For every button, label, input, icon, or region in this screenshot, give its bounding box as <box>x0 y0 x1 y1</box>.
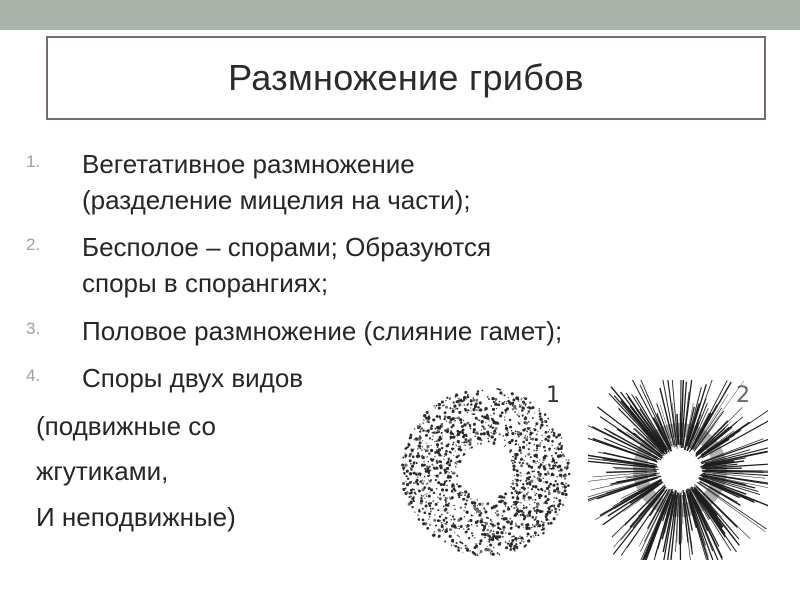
list-text-line: Бесполое – спорами; Образуются <box>82 232 492 262</box>
list-number: 1. <box>26 152 41 171</box>
list-text-line: Споры двух видов <box>82 363 304 393</box>
list-item <box>26 313 562 349</box>
slide-title: Размножение грибов <box>228 57 584 98</box>
list-number: 2. <box>26 235 41 254</box>
list-item <box>26 360 303 396</box>
continuation-line: И неподвижные) <box>36 502 236 532</box>
list-item <box>26 146 471 218</box>
list-number: 3. <box>26 319 41 338</box>
list-text-line: Вегетативное размножение <box>82 149 415 179</box>
list-text-line: Половое размножение (слияние гамет); <box>82 316 563 346</box>
figure-label: 2 <box>736 383 750 408</box>
list-text-line: споры в спорангиях; <box>82 268 329 298</box>
figure-label: 1 <box>546 383 560 408</box>
list-text-line: (разделение мицелия на части); <box>82 185 471 215</box>
continuation-line: (подвижные со <box>36 411 217 441</box>
list-item <box>26 229 491 301</box>
continuation-line: жгутиками, <box>36 456 169 486</box>
list-number: 4. <box>26 366 41 385</box>
